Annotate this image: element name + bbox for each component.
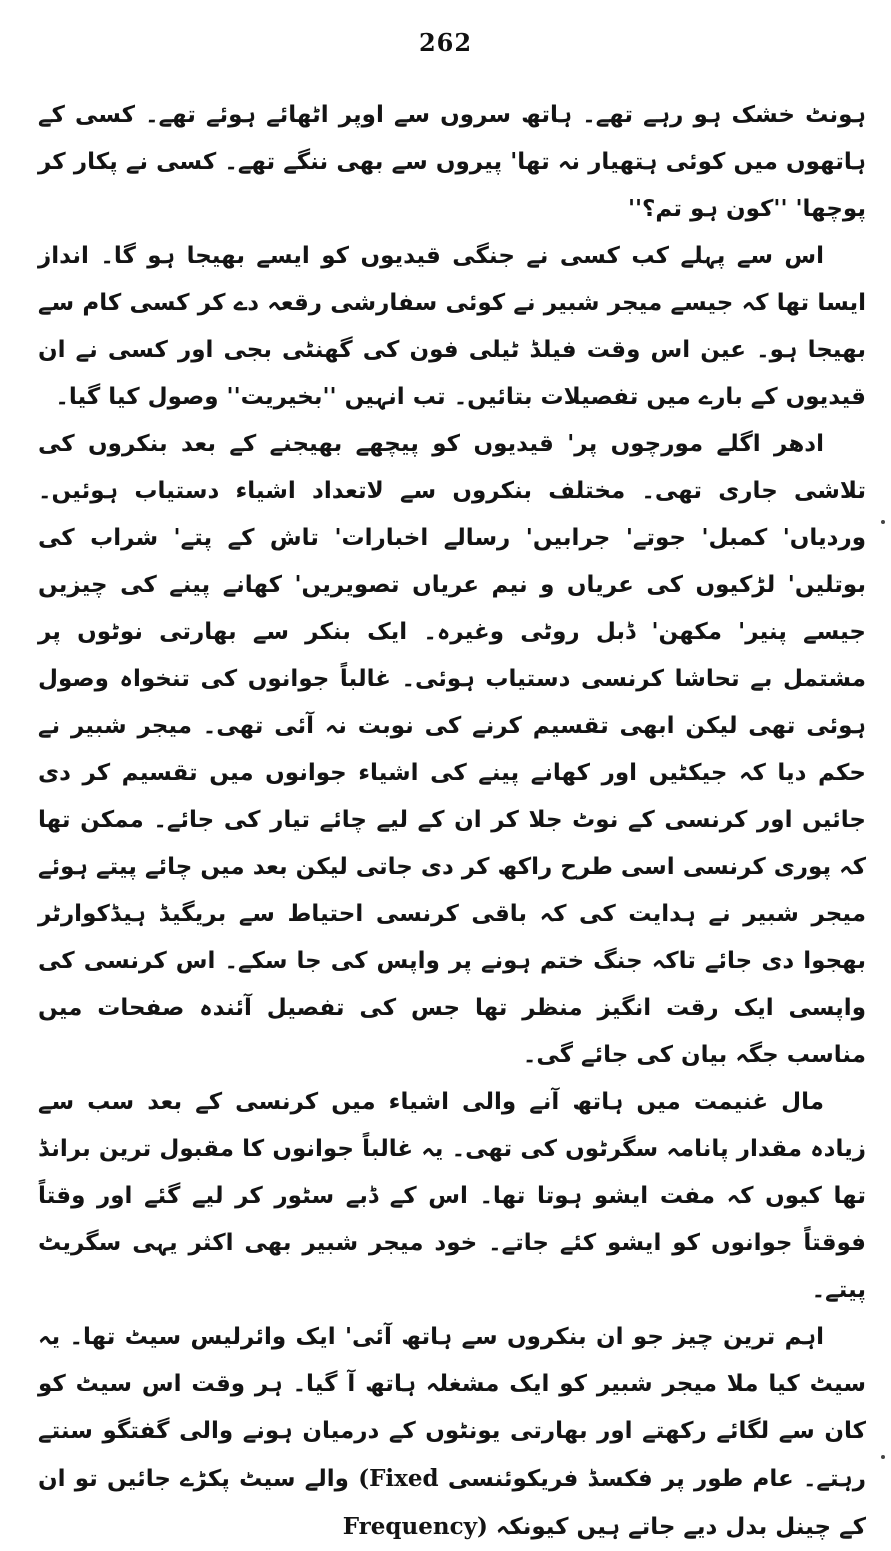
paragraph-with-english-terms bbox=[38, 1314, 866, 1551]
english-term-frequency: Frequency) bbox=[342, 1513, 488, 1540]
english-term-fixed: (Fixed bbox=[358, 1465, 439, 1492]
paragraph-text: اہم ترین چیز جو ان بنکروں سے ہاتھ آئی' ایک وائرلیس سیٹ تھا۔ یہ سیٹ کیا ملا میجر شبیر کو ایک مشغلہ ہاتھ آ گیا۔ ہر وقت اس سیٹ کو کان سے لگائے رکھتے اور بھارتی یونٹوں کے درمیان ہونے والی گفتگو سنتے رہتے۔ عام طور پر فکسڈ فریکوئنسی bbox=[38, 1324, 867, 1492]
paragraph: ہونٹ خشک ہو رہے تھے۔ ہاتھ سروں سے اوپر اٹھائے ہوئے تھے۔ کسی کے ہاتھوں میں کوئی ہتھیار نہ تھا' پیروں سے بھی ننگے تھے۔ کسی نے پکار کر پوچھا' ''کون ہو تم؟'' bbox=[38, 102, 866, 222]
page-number: 262 bbox=[418, 28, 473, 57]
paragraph: اس سے پہلے کب کسی نے جنگی قیدیوں کو ایسے بھیجا ہو گا۔ انداز ایسا تھا کہ جیسے میجر شبیر نے کوئی سفارشی رقعہ دے کر کسی کام سے بھیجا ہو۔ عین اس وقت فیلڈ ٹیلی فون کی گھنٹی بجی اور کسی نے ان قیدیوں کے بارے میں تفصیلات بتائیں۔ تب انہیں ''بخیریت'' وصول کیا گیا۔ bbox=[38, 243, 866, 410]
body-text bbox=[38, 92, 866, 1551]
paragraph: مال غنیمت میں ہاتھ آنے والی اشیاء میں کرنسی کے بعد سب سے زیادہ مقدار پانامہ سگرٹوں کی تھی۔ یہ غالباً جوانوں کا مقبول ترین برانڈ تھا کیوں کہ مفت ایشو ہوتا تھا۔ اس کے ڈبے سٹور کر لیے گئے اور وقتاً فوقتاً جوانوں کو ایشو کئے جاتے۔ خود میجر شبیر بھی اکثر یہی سگریٹ پیتے۔ bbox=[38, 1089, 866, 1303]
paragraph: ادھر اگلے مورچوں پر' قیدیوں کو پیچھے بھیجنے کے بعد بنکروں کی تلاشی جاری تھی۔ مختلف بنکروں سے لاتعداد اشیاء دستیاب ہوئیں۔ وردیاں' کمبل' جوتے' جرابیں' رسالے اخبارات' تاش کے پتے' شراب کی بوتلیں' لڑکیوں کی عریاں و نیم عریاں تصویریں' کھانے پینے کی چیزیں جیسے پنیر' مکھن' ڈبل روٹی وغیرہ۔ ایک بنکر سے بھارتی نوٹوں پر مشتمل بے تحاشا کرنسی دستیاب ہوئی۔ غالباً جوانوں کی تنخواہ وصول ہوئی تھی لیکن ابھی تقسیم کرنے کی نوبت نہ آئی تھی۔ میجر شبیر نے حکم دیا کہ جیکٹیں اور کھانے پینے کی اشیاء جوانوں میں تقسیم کر دی جائیں اور کرنسی کے نوٹ جلا کر ان کے لیے چائے تیار کی جائے۔ ممکن تھا کہ پوری کرنسی اسی طرح راکھ کر دی جاتی لیکن بعد میں چائے پیتے ہوئے میجر شبیر نے ہدایت کی کہ باقی کرنسی احتیاط سے بریگیڈ ہیڈکوارٹر بھجوا دی جائے تاکہ جنگ ختم ہونے پر واپس کی جا سکے۔ اس کرنسی کی واپسی ایک رقت انگیز منظر تھا جس کی تفصیل آئندہ صفحات میں مناسب جگہ بیان کی جائے گی۔ bbox=[38, 431, 866, 1068]
margin-speck bbox=[881, 1455, 885, 1459]
margin-speck bbox=[881, 520, 885, 524]
paragraph-continuation: والے سیٹ پکڑے جائیں تو ان کے چینل بدل دیے جاتے ہیں کیونکہ bbox=[38, 1466, 866, 1540]
